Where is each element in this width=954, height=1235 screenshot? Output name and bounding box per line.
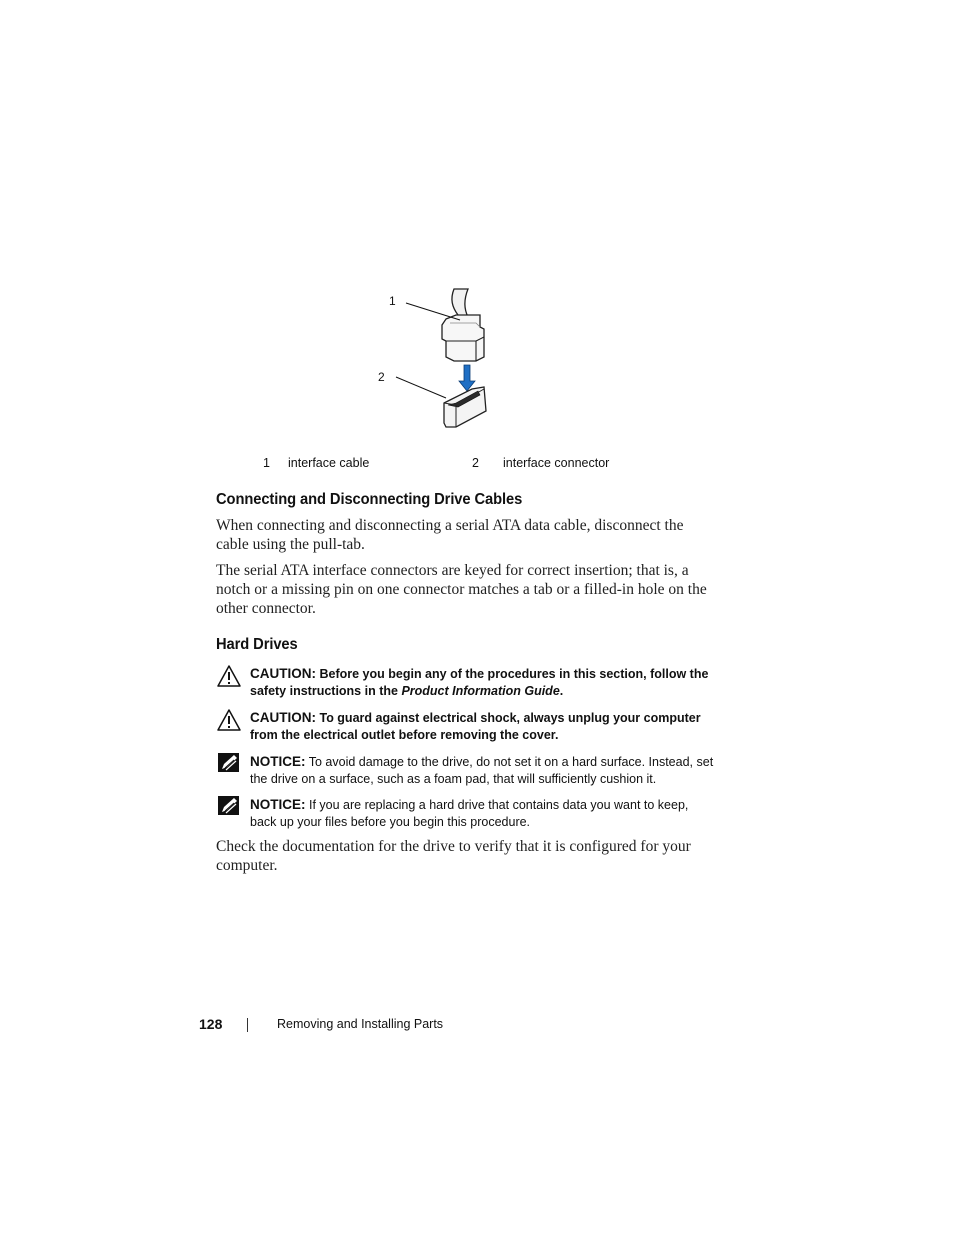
guide-title: Product Information Guide [401, 684, 560, 698]
caution-text-2: CAUTION: To guard against electrical shock, always unplug your computer from the electrical outlet before removing the cover. [250, 710, 701, 742]
footer-separator [247, 1018, 248, 1032]
section-heading-drive-cables: Connecting and Disconnecting Drive Cables [216, 491, 523, 508]
notice-note-2 [216, 795, 716, 831]
caution-icon [216, 664, 242, 688]
notice-pencil-icon [216, 752, 242, 776]
notice-pencil-icon [216, 795, 242, 819]
page-number: 128 [199, 1016, 223, 1032]
paragraph-check-documentation: Check the documentation for the drive to verify that it is configured for your computer. [216, 838, 691, 874]
legend-label-2: interface connector [503, 456, 610, 470]
caution-note-1 [216, 664, 716, 700]
callout-2: 2 [378, 370, 385, 384]
cable-ribbon [452, 289, 468, 317]
callout-1: 1 [389, 294, 396, 308]
notice-text-2: NOTICE: If you are replacing a hard drive that contains data you want to keep, back up your files before you begin this procedure. [250, 797, 689, 829]
notice-text-1: NOTICE: To avoid damage to the drive, do not set it on a hard surface. Instead, set the drive on a surface, such as a foam pad, that will sufficiently cushion it. [250, 754, 714, 786]
caution-icon [216, 708, 242, 732]
notice-label: NOTICE: [250, 797, 306, 812]
legend-num-1: 1 [263, 456, 270, 470]
footer-chapter-title: Removing and Installing Parts [277, 1017, 444, 1031]
legend-label-1: interface cable [288, 456, 370, 470]
leader-line-1 [406, 303, 460, 320]
paragraph-pull-tab: When connecting and disconnecting a serial ATA data cable, disconnect the cable using the pull-tab. [216, 517, 684, 553]
interface-connector-shape [444, 387, 486, 427]
notice-label: NOTICE: [250, 754, 306, 769]
cable-plug [442, 315, 484, 361]
leader-line-2 [396, 377, 446, 398]
notice-note-1 [216, 752, 716, 788]
caution-text-1: CAUTION: Before you begin any of the procedures in this section, follow the safety instructions in the Product Information Guide. [250, 666, 709, 698]
caution-note-2 [216, 708, 716, 744]
legend-num-2: 2 [472, 456, 479, 470]
section-heading-hard-drives: Hard Drives [216, 636, 298, 653]
caution-label: CAUTION: [250, 666, 316, 681]
caution-label: CAUTION: [250, 710, 316, 725]
insert-arrow [459, 365, 475, 391]
paragraph-keyed-connectors: The serial ATA interface connectors are keyed for correct insertion; that is, a notch or a missing pin on one connector matches a tab or a filled-in hole on the other connector. [216, 562, 707, 617]
